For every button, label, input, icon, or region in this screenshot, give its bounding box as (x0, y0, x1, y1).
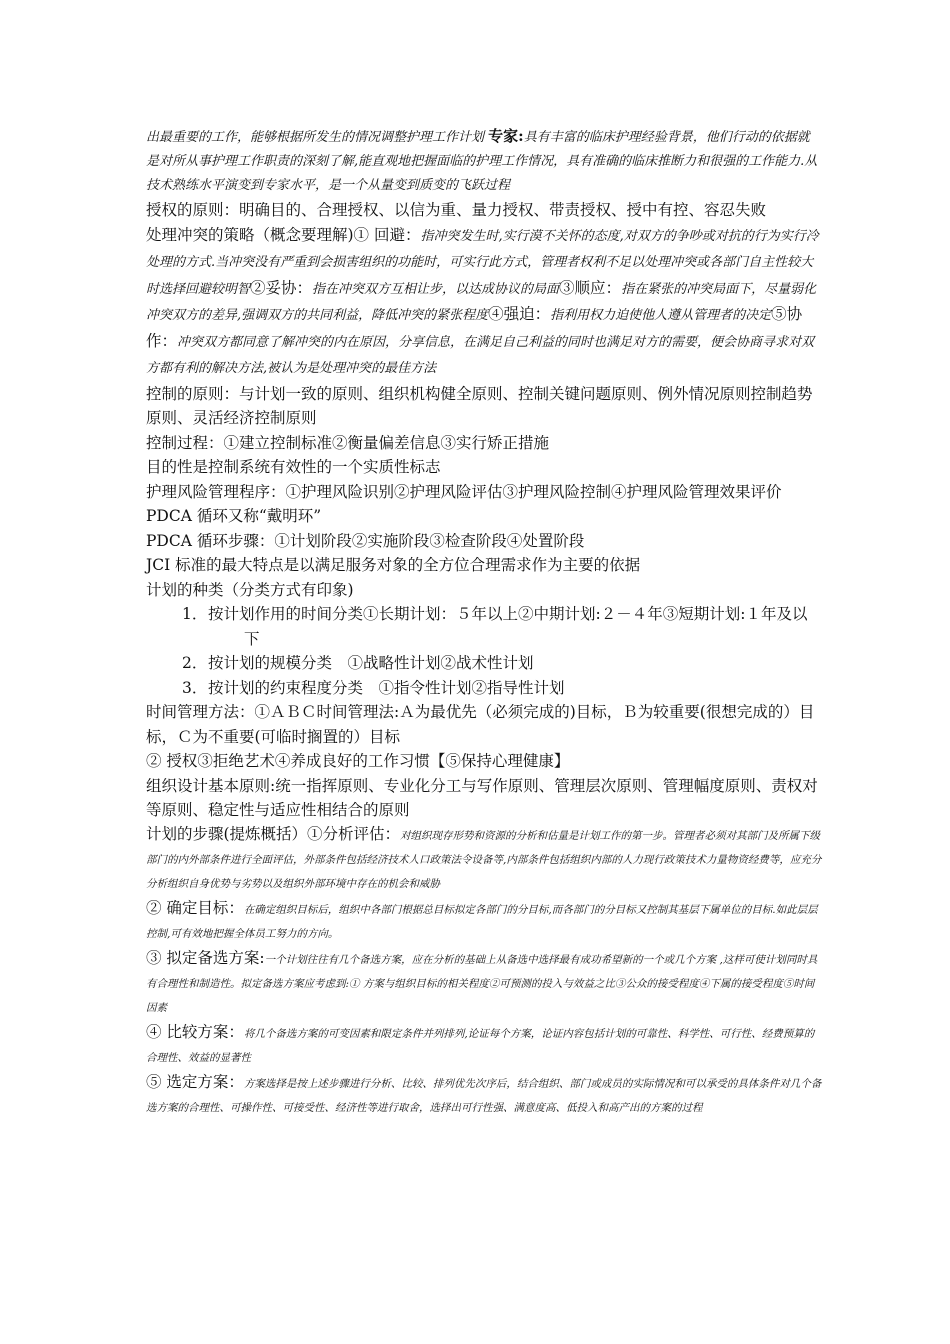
list-item-text: 按计划的规模分类 ①战略性计划②战术性计划 (208, 654, 534, 672)
plan-step-5-label: ⑤ 选定方案： (146, 1072, 244, 1091)
plan-step-2-label: ② 确定目标： (146, 898, 244, 917)
plan-steps-heading: 计划的步骤(提炼概括）①分析评估： (146, 824, 401, 843)
document-page (146, 124, 822, 1119)
plan-step-3-paragraph (146, 947, 822, 1019)
plan-step-5: 方案选择是按上述步骤进行分析、比较、排列优先次序后，结合组织、部门或成员的实际情况和可以承受的具体条件对几个备选方案的合理性、可操作性、可接受性、经济性等进行取舍，选择出可行性强、满意度高、低投入和高产出的方案的过程 (146, 1077, 822, 1114)
plan-step-1: 对组织现存形势和资源的分析和估量是计划工作的第一步。管理者必须对其部门及所属下级部门的内外部条件进行全面评估，外部条件包括经济技术人口政策法令设备等,内部条件包括组织内部的人力现行政策技术力量物资经费等，应充分分析组织自身优势与劣势以及组织外部环境中存在的机会和威胁 (146, 829, 822, 890)
pdca-name: PDCA 循环又称“戴明环” (146, 507, 322, 525)
list-item-text: 按计划的约束程度分类 ①指令性计划②指导性计划 (208, 678, 565, 697)
plan-step-2-paragraph (146, 897, 822, 945)
control-principles: 控制的原则：与计划一致的原则、组织机构健全原则、控制关键问题原则、例外情况原则控制趋势原则、灵活经济控制原则 (146, 384, 813, 427)
plan-step-5-paragraph (146, 1071, 822, 1119)
plan-types-list (146, 602, 822, 700)
list-item-number: 1． (182, 605, 208, 623)
expert-label: 专家: (488, 127, 524, 145)
plan-step-3: 一个计划往往有几个备选方案，应在分析的基础上从备选中选择最有成功希望新的一个或几个方案 ,这样可使计划同时具有合理性和制造性。拟定备选方案应考虑到:① 方案与组织目标的相关程度②可预测的投入与效益之比③公众的接受程度④下属的接受程度⑤时间因素 (146, 953, 818, 1014)
plan-step-4-paragraph (146, 1021, 822, 1069)
pdca-steps: PDCA 循环步骤：①计划阶段②实施阶段③检查阶段④处置阶段 (146, 531, 585, 550)
authorization-principles: 授权的原则：明确目的、合理授权、以信为重、量力授权、带责授权、授中有控、容忍失败 (146, 201, 767, 219)
conflict-paragraph (146, 223, 822, 382)
conflict-4: 指利用权力迫使他人遵从管理者的决定 (550, 308, 772, 323)
plan-step-2: 在确定组织目标后，组织中各部门根据总目标拟定各部门的分目标,而各部门的分目标又控制其基层下属单位的目标.如此层层控制,可有效地把握全体员工努力的方向。 (146, 903, 818, 940)
conflict-avoid: 指冲突发生时,实行漠不关怀的态度,对双方的争吵或对抗的行为实行冷处理的方式.当冲突没有严重到会损害组织的功能时，可实行此方式，管理者权利不足以处理冲突或各部门自主性较大时选择回避较明智 (146, 228, 819, 297)
list-item (146, 676, 822, 701)
list-item-text: 按计划作用的时间分类①长期计划：５年以上②中期计划:２－４年③短期计划:１年及以下 (208, 605, 808, 648)
plan-step-4: 将几个备选方案的可变因素和限定条件并列排列,论证每个方案，论证内容包括计划的可靠性、科学性、可行性、经费预算的合理性、效益的显著性 (146, 1027, 815, 1064)
risk-management: 护理风险管理程序：①护理风险识别②护理风险评估③护理风险控制④护理风险管理效果评价 (146, 482, 782, 501)
conflict-3-label: ③顺应： (559, 278, 622, 297)
expert-paragraph (146, 124, 822, 198)
plan-steps-paragraph (146, 823, 822, 895)
conflict-5: 冲突双方都同意了解冲突的内在原因，分享信息，在满足自己利益的同时也满足对方的需要，便会协商寻求对双方都有利的解决方法,被认为是处理冲突的最佳方法 (146, 334, 815, 376)
list-item (146, 651, 822, 676)
conflict-5-label: ⑤协作： (146, 305, 803, 350)
org-design-principles: 组织设计基本原则:统一指挥原则、专业化分工与写作原则、管理层次原则、管理幅度原则、责权对等原则、稳定性与适应性相结合的原则 (146, 776, 818, 819)
purpose-line: 目的性是控制系统有效性的一个实质性标志 (146, 458, 441, 476)
expert-intro: 出最重要的工作，能够根据所发生的情况调整护理工作计划 (146, 130, 485, 145)
list-item-number: 3． (182, 678, 208, 697)
list-item-number: 2． (182, 654, 208, 672)
time-management: 时间管理方法：①ＡＢＣ时间管理法:Ａ为最优先（必须完成的)目标，Ｂ为较重要(很想完成的）目标，Ｃ为不重要(可临时搁置的）目标 (146, 703, 815, 746)
list-item (146, 602, 822, 651)
conflict-2: 指在冲突双方互相让步，以达成协议的局面 (312, 281, 560, 297)
plan-step-3-label: ③ 拟定备选方案: (146, 948, 265, 967)
plan-types-heading: 计划的种类（分类方式有印象) (146, 580, 354, 599)
conflict-heading: 处理冲突的策略（概念要理解)① 回避： (146, 225, 421, 244)
expert-body: 具有丰富的临床护理经验背景，他们行动的依据就是对所从事护理工作职责的深刻了解,能直观地把握面临的护理工作情况，具有准确的临床推断力和很强的工作能力.从技术熟练水平演变到专家水平，是一个从量变到质变的飞跃过程 (146, 130, 818, 193)
jci-line: JCI 标准的最大特点是以满足服务对象的全方位合理需求作为主要的依据 (146, 556, 641, 574)
conflict-2-label: ②妥协： (250, 278, 313, 297)
plan-step-4-label: ④ 比较方案： (146, 1022, 244, 1041)
time-management-2: ② 授权③拒绝艺术④养成良好的工作习惯【⑤保持心理健康】 (146, 752, 570, 770)
conflict-3: 指在紧张的冲突局面下，尽量弱化冲突双方的差异,强调双方的共同利益，降低冲突的紧张程度 (146, 281, 817, 323)
conflict-4-label: ④强迫： (488, 305, 551, 323)
control-process: 控制过程：①建立控制标准②衡量偏差信息③实行矫正措施 (146, 433, 550, 452)
